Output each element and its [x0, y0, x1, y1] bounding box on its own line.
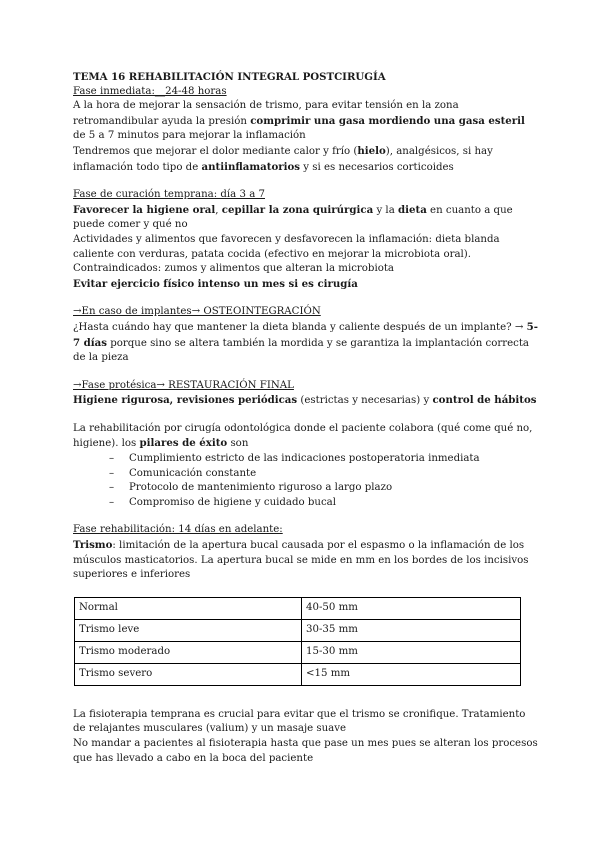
table-cell-rango: 40-50 mm — [302, 597, 521, 619]
trismo-table — [74, 597, 521, 686]
protesica-heading: →Fase protésica→ RESTAURACIÓN FINAL — [73, 379, 294, 391]
fase-inmediata-heading: Fase inmediata:__24-48 horas — [73, 85, 227, 97]
table-row — [75, 619, 521, 641]
trismo-definition — [73, 538, 540, 583]
fase-curacion-paragraph-3 — [73, 277, 540, 293]
bold-segment: pilares de éxito — [139, 437, 228, 450]
text-segment: La rehabilitación por cirugía odontológica donde el paciente colabora (qué come qué no, higiene). los — [73, 422, 533, 450]
text-segment: , — [215, 204, 222, 216]
fase-curacion-paragraph-2: Actividades y alimentos que favorecen y desfavorecen la inflamación: dieta blanda caliente con verduras, patata cocida (efectivo en mejorar la microbiota oral). Contraindicados: zumos y alimentos que alteran la microbiota — [73, 233, 500, 275]
implantes-paragraph — [73, 320, 540, 366]
implantes-heading: →En caso de implantes→ OSTEOINTEGRACIÓN — [73, 306, 321, 318]
fase-inmediata-paragraph-1 — [73, 99, 540, 144]
text-segment: son — [227, 438, 249, 450]
text-segment: Tendremos que mejorar el dolor mediante calor y frío ( — [73, 145, 358, 157]
bold-segment: Higiene rigurosa, revisiones periódicas — [73, 394, 298, 407]
fisioterapia-paragraph-1: La fisioterapia temprana es crucial para evitar que el trismo se cronifique. Tratamiento de relajantes musculares (valium) y un masaje suave — [73, 708, 526, 735]
bold-segment: Evitar ejercicio físico intenso un mes si es cirugía — [73, 277, 358, 290]
table-cell-grado: Trismo moderado — [75, 641, 302, 663]
table-cell-grado: Trismo leve — [75, 619, 302, 641]
table-row — [75, 663, 521, 685]
document-title: TEMA 16 REHABILITACIÓN INTEGRAL POSTCIRUGÍA — [73, 71, 386, 83]
table-cell-rango: <15 mm — [302, 663, 521, 685]
pilares-list — [73, 452, 540, 510]
text-segment: A la hora de mejorar la sensación de trismo, para evitar tensión en la zona retromandibular ayuda la presión — [73, 100, 459, 127]
list-item: – Compromiso de higiene y cuidado bucal — [109, 496, 540, 511]
bold-segment: control de hábitos — [432, 394, 537, 407]
bold-segment: Favorecer la higiene oral — [73, 203, 216, 216]
text-segment: de 5 a 7 minutos para mejorar la inflamación — [73, 130, 306, 142]
bold-segment: 5-7 días — [73, 320, 538, 349]
list-item: – Comunicación constante — [109, 467, 540, 482]
fisioterapia-paragraph-2: No mandar a pacientes al fisioterapia hasta que pase un mes pues se alteran los procesos que has llevado a cabo en la boca del paciente — [73, 738, 538, 764]
bold-segment: comprimir una gasa mordiendo una gasa esteril — [250, 114, 525, 127]
text-segment: y si es necesarios corticoides — [300, 161, 454, 173]
list-item: – Protocolo de mantenimiento riguroso a largo plazo — [109, 481, 540, 496]
table-row — [75, 641, 521, 663]
text-segment: ¿Hasta cuándo hay que mantener la dieta blanda y caliente después de un implante? → — [73, 321, 527, 333]
fase-curacion-paragraph-1 — [73, 203, 540, 233]
table-cell-grado: Normal — [75, 597, 302, 619]
protesica-paragraph — [73, 393, 540, 409]
bold-segment: Trismo — [73, 539, 113, 552]
bold-segment: cepillar la zona quirúrgica — [221, 203, 374, 216]
text-segment: ), analgésicos, si hay inflamación todo tipo de — [73, 145, 493, 173]
text-segment: y la — [373, 204, 399, 216]
fase-inmediata-paragraph-2 — [73, 144, 540, 175]
bold-segment: dieta — [398, 203, 427, 216]
bold-segment: antiinflamatorios — [201, 160, 301, 173]
table-cell-rango: 30-35 mm — [302, 619, 521, 641]
rehabilitacion-paragraph — [73, 422, 540, 452]
list-item: – Cumplimiento estricto de las indicaciones postoperatoria inmediata — [109, 452, 540, 467]
text-segment: en cuanto a que puede comer y qué no — [73, 204, 513, 231]
fase-rehabilitacion-heading: Fase rehabilitación: 14 días en adelante: — [73, 524, 283, 536]
text-segment: : limitación de la apertura bucal causada por el espasmo o la inflamación de los músculos masticatorios. La apertura bucal se mide en mm en los bordes de los incisivos superiores e inferiores — [73, 540, 529, 581]
bold-segment: hielo — [357, 144, 386, 157]
table-row — [75, 597, 521, 619]
text-segment: porque sino se altera también la mordida y se garantiza la implantación correcta de la pieza — [73, 337, 529, 364]
text-segment: (estrictas y necesarias) y — [297, 395, 433, 407]
fase-curacion-heading: Fase de curación temprana: día 3 a 7 — [73, 189, 265, 201]
table-cell-rango: 15-30 mm — [302, 641, 521, 663]
table-cell-grado: Trismo severo — [75, 663, 302, 685]
